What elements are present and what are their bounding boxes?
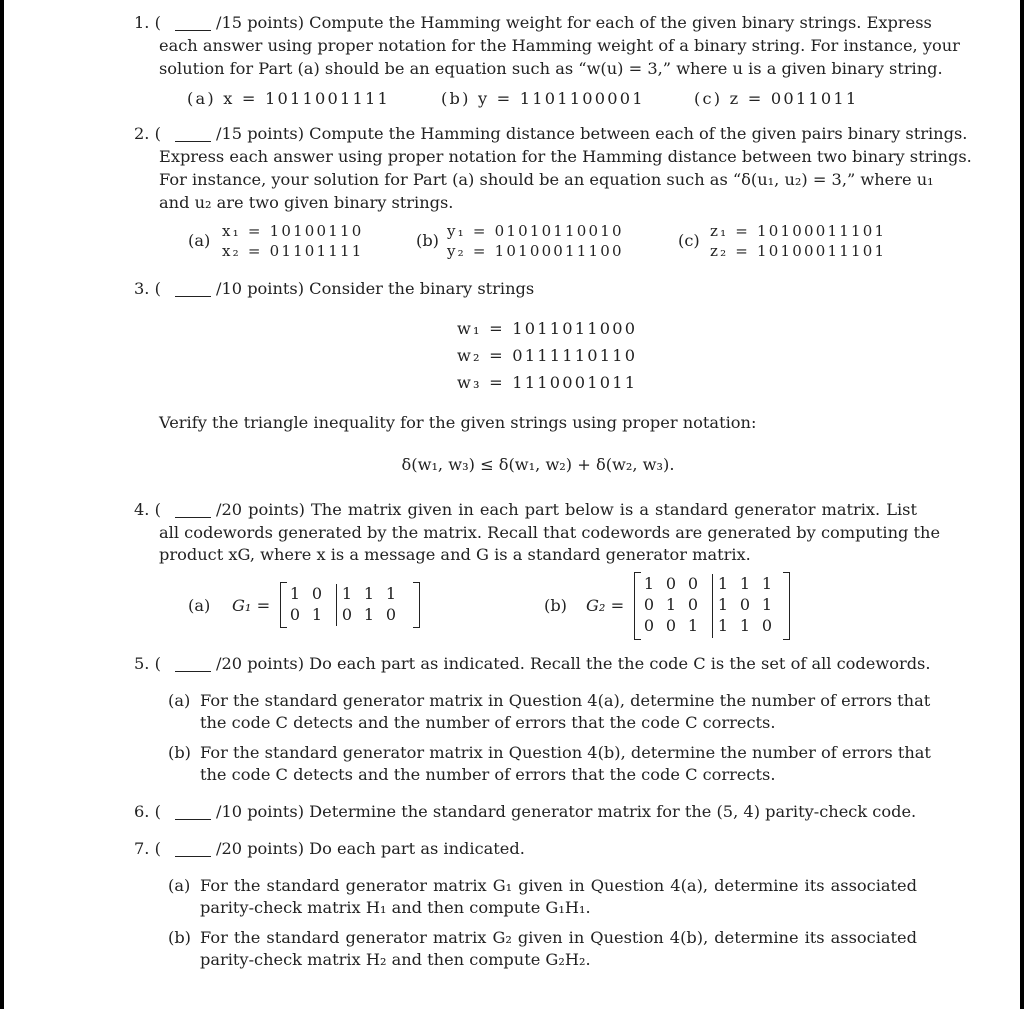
g1-cell-r1-c2: 0 — [311, 584, 323, 603]
q1-text-line1: /15 points) Compute the Hamming weight for each of the given binary strings. Express — [216, 13, 932, 32]
g1-cell-r1-c5: 1 — [385, 584, 397, 603]
g2-cell-r1-c1: 1 — [643, 574, 655, 593]
q2-text-line2: Express each answer using proper notation for the Hamming distance between two binary strings. — [159, 147, 972, 166]
q5-number: 5. ( — [134, 654, 161, 673]
g2-cell-r1-c3: 0 — [687, 574, 699, 593]
g2-cell-r1-c2: 0 — [665, 574, 677, 593]
g2-cell-r2-c6: 1 — [761, 595, 773, 614]
q4-score-blank[interactable] — [175, 503, 211, 518]
g2-cell-r3-c5: 1 — [739, 616, 751, 635]
q1-part-a: (a) x = 1011001111 — [187, 89, 391, 108]
g2-cell-r1-c4: 1 — [717, 574, 729, 593]
q6-text: /10 points) Determine the standard generator matrix for the (5, 4) parity-check code. — [216, 802, 917, 821]
q3-w2: w₂ = 0111110110 — [457, 346, 638, 365]
q1-part-c: (c) z = 0011011 — [694, 89, 859, 108]
assignment-page — [4, 0, 1020, 1009]
q7-number: 7. ( — [134, 839, 161, 858]
g2-matrix — [634, 572, 790, 640]
g1-cell-r2-c2: 1 — [311, 605, 323, 624]
q3-number: 3. ( — [134, 279, 161, 298]
q1-score-blank[interactable] — [175, 16, 211, 31]
g2-matrix-name: G₂ = — [586, 596, 625, 615]
q2-part-a-x2: x₂ = 01101111 — [222, 242, 364, 260]
q4-part-a-label: (a) — [188, 596, 211, 615]
q2-part-b-label: (b) — [416, 231, 439, 250]
q5-part-a-label: (a) — [168, 691, 191, 710]
q2-number: 2. ( — [134, 124, 161, 143]
g1-cell-r2-c3: 0 — [341, 605, 353, 624]
q5-part-b-line1: For the standard generator matrix in Question 4(b), determine the number of errors that — [200, 743, 931, 762]
g1-divider — [336, 584, 337, 626]
g1-matrix — [280, 582, 420, 628]
q5-part-a-line1: For the standard generator matrix in Question 4(a), determine the number of errors that — [200, 691, 931, 710]
g2-divider — [712, 574, 713, 638]
q7-part-b-line1: For the standard generator matrix G₂ given in Question 4(b), determine its associated — [200, 928, 917, 947]
g2-cell-r2-c5: 0 — [739, 595, 751, 614]
g2-cell-r1-c6: 1 — [761, 574, 773, 593]
q4-text-line2: all codewords generated by the matrix. Recall that codewords are generated by computing the — [159, 523, 941, 542]
q7-part-a-line1: For the standard generator matrix G₁ given in Question 4(a), determine its associated — [200, 876, 917, 895]
q2-text-line4: and u₂ are two given binary strings. — [159, 193, 454, 212]
g2-cell-r2-c3: 0 — [687, 595, 699, 614]
q2-part-a-label: (a) — [188, 231, 211, 250]
q2-text-line3: For instance, your solution for Part (a) should be an equation such as “δ(u₁, u₂) = 3,” where u₁ — [159, 170, 934, 189]
g2-cell-r3-c6: 0 — [761, 616, 773, 635]
q2-part-b-y2: y₂ = 10100011100 — [447, 242, 624, 260]
g1-matrix-name: G₁ = — [232, 596, 271, 615]
g2-cell-r3-c4: 1 — [717, 616, 729, 635]
q2-part-c-z1: z₁ = 10100011101 — [710, 222, 887, 240]
g2-cell-r2-c1: 0 — [643, 595, 655, 614]
q3-score-blank[interactable] — [175, 282, 211, 297]
q5-part-b-label: (b) — [168, 743, 191, 762]
g1-cell-r1-c4: 1 — [363, 584, 375, 603]
q7-part-a-label: (a) — [168, 876, 191, 895]
q2-score-blank[interactable] — [175, 127, 211, 142]
q3-text: /10 points) Consider the binary strings — [216, 279, 535, 298]
q1-text-line2: each answer using proper notation for the Hamming weight of a binary string. For instance, your — [159, 36, 960, 55]
q5-score-blank[interactable] — [175, 657, 211, 672]
g2-cell-r3-c3: 1 — [687, 616, 699, 635]
q2-part-c-z2: z₂ = 10100011101 — [710, 242, 887, 260]
q7-part-b-label: (b) — [168, 928, 191, 947]
g2-cell-r1-c5: 1 — [739, 574, 751, 593]
g2-cell-r2-c4: 1 — [717, 595, 729, 614]
g1-cell-r1-c3: 1 — [341, 584, 353, 603]
q3-w3: w₃ = 1110001011 — [457, 373, 638, 392]
q3-verify-text: Verify the triangle inequality for the given strings using proper notation: — [159, 413, 757, 432]
q6-score-blank[interactable] — [175, 805, 211, 820]
q6-number: 6. ( — [134, 802, 161, 821]
q7-part-b-line2: parity-check matrix H₂ and then compute G₂H₂. — [200, 950, 591, 969]
q7-text: /20 points) Do each part as indicated. — [216, 839, 525, 858]
q7-score-blank[interactable] — [175, 842, 211, 857]
q3-inequality: δ(w₁, w₃) ≤ δ(w₁, w₂) + δ(w₂, w₃). — [401, 455, 675, 474]
q5-text: /20 points) Do each part as indicated. Recall the the code C is the set of all codewords. — [216, 654, 931, 673]
g1-right-bracket — [413, 582, 420, 628]
q7-part-a-line2: parity-check matrix H₁ and then compute G₁H₁. — [200, 898, 591, 917]
q4-text-line3: product xG, where x is a message and G is a standard generator matrix. — [159, 545, 751, 564]
g2-cell-r2-c2: 1 — [665, 595, 677, 614]
q1-number: 1. ( — [134, 13, 161, 32]
q4-number: 4. ( — [134, 500, 161, 519]
q2-text-line1: /15 points) Compute the Hamming distance between each of the given pairs binary strings. — [216, 124, 968, 143]
q2-part-c-label: (c) — [678, 231, 700, 250]
g2-cell-r3-c2: 0 — [665, 616, 677, 635]
g1-cell-r2-c4: 1 — [363, 605, 375, 624]
g2-cell-r3-c1: 0 — [643, 616, 655, 635]
q5-part-b-line2: the code C detects and the number of errors that the code C corrects. — [200, 765, 776, 784]
g1-cell-r2-c1: 0 — [289, 605, 301, 624]
q4-text-line1: /20 points) The matrix given in each part below is a standard generator matrix. List — [216, 500, 917, 519]
q3-w1: w₁ = 1011011000 — [457, 319, 638, 338]
q1-part-b: (b) y = 1101100001 — [441, 89, 645, 108]
g1-cell-r1-c1: 1 — [289, 584, 301, 603]
g1-cell-r2-c5: 0 — [385, 605, 397, 624]
q2-part-a-x1: x₁ = 10100110 — [222, 222, 364, 240]
q5-part-a-line2: the code C detects and the number of errors that the code C corrects. — [200, 713, 776, 732]
q4-part-b-label: (b) — [544, 596, 567, 615]
g2-right-bracket — [783, 572, 790, 640]
q2-part-b-y1: y₁ = 01010110010 — [447, 222, 624, 240]
q1-text-line3: solution for Part (a) should be an equation such as “w(u) = 3,” where u is a given binary string. — [159, 59, 943, 78]
